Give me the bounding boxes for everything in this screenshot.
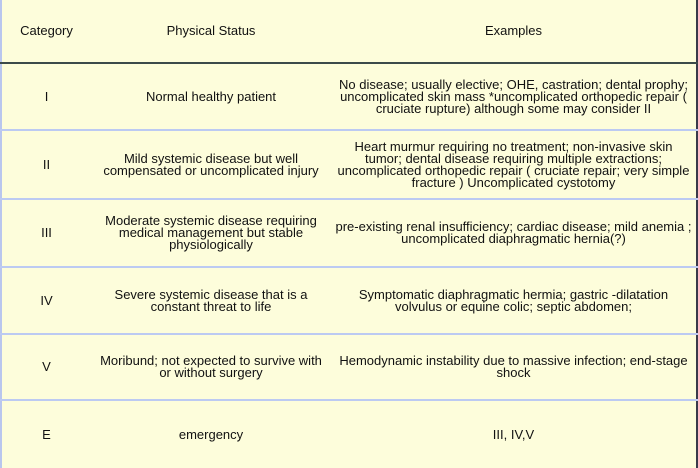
table-row — [1, 267, 697, 334]
header-physical-status: Physical Status — [91, 0, 331, 63]
examples-cell: Symptomatic diaphragmatic hermia; gastric -dilatation volvulus or equine colic; septic abdomen; — [331, 267, 697, 334]
table-row — [1, 130, 697, 199]
examples-cell: pre-existing renal insufficiency; cardiac disease; mild anemia ; uncomplicated diaphragmatic hernia(?) — [331, 199, 697, 267]
category-cell: IV — [1, 267, 91, 334]
examples-cell: Heart murmur requiring no treatment; non-invasive skin tumor; dental disease requiring multiple extractions; uncomplicated orthopedic repair ( cruciate repair; very simple fracture ) Uncomplicated cystotomy — [331, 130, 697, 199]
table-row — [1, 334, 697, 400]
category-cell: V — [1, 334, 91, 400]
category-cell: E — [42, 426, 51, 442]
status-cell: Normal healthy patient — [91, 63, 331, 130]
status-cell: Severe systemic disease that is a constant threat to life — [91, 267, 331, 334]
header-row — [1, 0, 697, 63]
status-cell: Moderate systemic disease requiring medical management but stable physiologically — [91, 199, 331, 267]
status-cell: Moribund; not expected to survive with or without surgery — [91, 334, 331, 400]
table-row — [1, 199, 697, 267]
category-cell: III — [1, 199, 91, 267]
category-cell: I — [1, 63, 91, 130]
status-cell: Mild systemic disease but well compensated or uncomplicated injury — [91, 130, 331, 199]
status-cell: emergency — [178, 426, 244, 442]
header-examples: Examples — [331, 0, 697, 63]
category-cell: II — [1, 130, 91, 199]
header-category: Category — [1, 0, 91, 63]
examples-cell: No disease; usually elective; OHE, castration; dental prophy; uncomplicated skin mass *uncomplicated orthopedic repair ( cruciate rupture) although some may consider II — [331, 63, 697, 130]
table-row — [1, 63, 697, 130]
table-row — [1, 400, 697, 468]
examples-cell: III, IV,V — [492, 426, 535, 442]
examples-cell: Hemodynamic instability due to massive infection; end-stage shock — [331, 334, 697, 400]
